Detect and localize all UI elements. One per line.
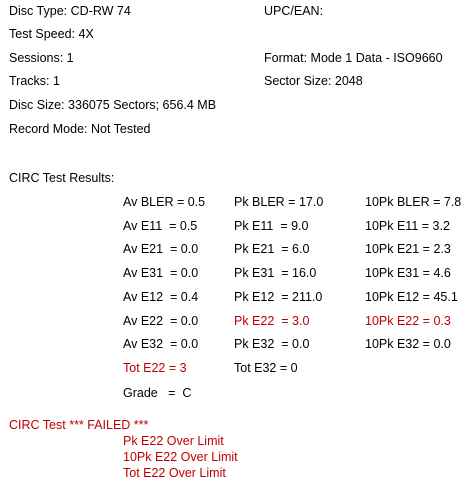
tracks-text: Tracks: 1 (9, 74, 60, 88)
av-e11-value: Av E11 = 0.5 (123, 219, 198, 233)
av-e12-value: Av E12 = 0.4 (123, 290, 199, 304)
disc-size-text: Disc Size: 336075 Sectors; 656.4 MB (9, 98, 217, 112)
av-e21-value: Av E21 = 0.0 (123, 242, 199, 256)
pk-e31-value: Pk E31 = 16.0 (234, 266, 317, 280)
failure-reason: Pk E22 Over Limit (123, 434, 224, 448)
pk10-e11-value: 10Pk E11 = 3.2 (365, 219, 450, 233)
pk10-e12-value: 10Pk E12 = 45.1 (365, 290, 458, 304)
failure-reason: Tot E22 Over Limit (123, 466, 226, 480)
av-bler-value: Av BLER = 0.5 (123, 195, 206, 209)
format-text: Format: Mode 1 Data - ISO9660 (264, 51, 443, 65)
tot-e32-value: Tot E32 = 0 (234, 361, 298, 375)
sector-size-text: Sector Size: 2048 (264, 74, 363, 88)
pk10-e31-value: 10Pk E31 = 4.6 (365, 266, 451, 280)
av-e32-value: Av E32 = 0.0 (123, 337, 199, 351)
pk-e22-value: Pk E22 = 3.0 (234, 314, 310, 328)
pk10-e21-value: 10Pk E21 = 2.3 (365, 242, 451, 256)
pk-e11-value: Pk E11 = 9.0 (234, 219, 309, 233)
av-e22-value: Av E22 = 0.0 (123, 314, 199, 328)
sessions-text: Sessions: 1 (9, 51, 74, 65)
pk-e21-value: Pk E21 = 6.0 (234, 242, 310, 256)
circ-heading: CIRC Test Results: (9, 171, 115, 185)
pk10-bler-value: 10Pk BLER = 7.8 (365, 195, 462, 209)
upc-ean-text: UPC/EAN: (264, 4, 324, 18)
disc-type-text: Disc Type: CD-RW 74 (9, 4, 131, 18)
pk-e12-value: Pk E12 = 211.0 (234, 290, 323, 304)
grade-value: Grade = C (123, 386, 192, 400)
record-mode-text: Record Mode: Not Tested (9, 122, 151, 136)
failure-reason: 10Pk E22 Over Limit (123, 450, 238, 464)
pk-bler-value: Pk BLER = 17.0 (234, 195, 324, 209)
test-status: CIRC Test *** FAILED *** (9, 418, 149, 432)
pk-e32-value: Pk E32 = 0.0 (234, 337, 310, 351)
test-speed-text: Test Speed: 4X (9, 27, 94, 41)
pk10-e22-value: 10Pk E22 = 0.3 (365, 314, 451, 328)
av-e31-value: Av E31 = 0.0 (123, 266, 199, 280)
pk10-e32-value: 10Pk E32 = 0.0 (365, 337, 451, 351)
tot-e22-value: Tot E22 = 3 (123, 361, 187, 375)
